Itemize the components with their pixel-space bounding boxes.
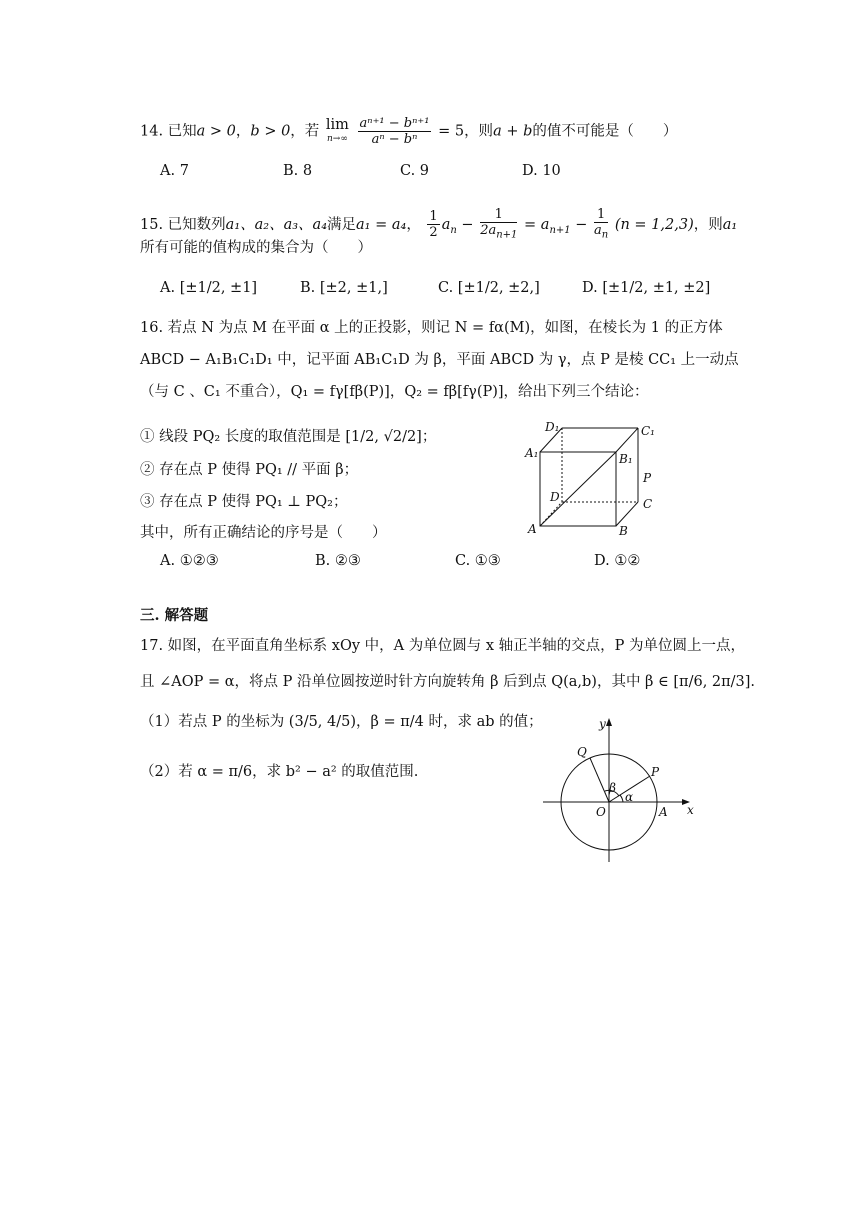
q14-option-b: B. 8 [283, 163, 313, 179]
q15-a1: a₁ [722, 216, 738, 233]
q17-part1: （1）若点 P 的坐标为 (3/5, 4/5)，β = π/4 时，求 ab 的值； [140, 714, 543, 730]
q16-option-b: B. ②③ [315, 553, 361, 569]
label-x: x [687, 803, 694, 817]
q16-ask: 其中，所有正确结论的序号是（ ） [140, 525, 387, 541]
q15-option-b: B. [±2, ±1,] [300, 280, 388, 296]
angle-alpha-arc [620, 795, 623, 802]
q15-cond: a₁ = a₄ [356, 216, 407, 233]
label-d: D [550, 490, 560, 504]
label-p: P [643, 471, 652, 485]
cube-edge-b1c1 [616, 428, 638, 452]
q15-text-c: ，则 [693, 216, 723, 233]
q15-frac-term2: $\frac{1}{a_n}$ [594, 207, 609, 241]
q15-option-a: A. [±1/2, ±1] [160, 280, 258, 296]
q17-line1 [140, 636, 745, 656]
q14-cond1: a > 0 [196, 123, 236, 140]
q15-frac-term: $\frac{1}{2a_{n+1}}$ [480, 207, 518, 241]
q14-option-a: A. 7 [160, 163, 189, 179]
q14-expr: a + b [493, 123, 533, 140]
q14-text-a: 已知 [167, 123, 197, 140]
q14-lim-word: lim [325, 116, 349, 133]
q16-conclusion-3: ③ 存在点 P 使得 PQ₁ ⊥ PQ₂； [140, 494, 348, 510]
q16-conclusion-1: ① 线段 PQ₂ 长度的取值范围是 [1/2, √2/2]； [140, 429, 437, 445]
unit-circle-figure [535, 712, 700, 872]
label-y: y [599, 717, 606, 731]
q14-text-d: 的值不可能是（ ） [532, 123, 678, 140]
q14-option-d: D. 10 [522, 163, 561, 179]
label-a-circle: A [659, 805, 668, 819]
q16-option-d: D. ①② [594, 553, 641, 569]
q15-frac-half: $\frac{1}{2}$ [429, 209, 438, 241]
q15-option-c: C. [±1/2, ±2,] [438, 280, 540, 296]
q15-text-b: 满足 [327, 216, 357, 233]
q17-number: 17. [140, 638, 164, 654]
label-b: B [619, 524, 628, 538]
q16-line1 [140, 318, 723, 338]
q15-option-d: D. [±1/2, ±1, ±2] [582, 280, 711, 296]
q14-stem: 14. 已知a > 0，b > 0，若 lim n→∞ $\frac{\text{aⁿ⁺¹ − bⁿ⁺¹}}{\text{aⁿ − bⁿ}}$ = 5，则a + b的值不可能是（ ） [140, 116, 678, 147]
q16-option-c: C. ①③ [455, 553, 501, 569]
label-q: Q [577, 745, 587, 759]
cube-diagonal-ab1 [540, 452, 616, 526]
q14-fraction [358, 116, 432, 147]
q15-stem: 15. 已知数列a₁、a₂、a₃、a₄满足a₁ = a₄， $\frac{1}{2}$ $a_n$ − $\frac{1}{2a_{n+1}}$ = $a_{n+1}$ − $\frac{1}{a_n}$ (n = 1,2,3)，则a₁ [140, 207, 738, 241]
cube-figure [520, 415, 670, 540]
q16-line3: （与 C 、C₁ 不重合），Q₁ = fγ[fβ(P)]，Q₂ = fβ[fγ(P)]，给出下列三个结论： [140, 384, 649, 400]
q14-option-c: C. 9 [400, 163, 430, 179]
label-a1: A₁ [525, 446, 539, 460]
label-d1: D₁ [545, 420, 560, 434]
y-axis-arrow [606, 718, 612, 726]
label-c: C [643, 497, 653, 511]
cube-edge-bc [616, 502, 638, 526]
q17-line2: 且 ∠AOP = α，将点 P 沿单位圆按逆时针方向旋转角 β 后到点 Q(a,b)，其中 β ∈ [π/6, 2π/3]. [140, 674, 756, 690]
label-alpha: α [625, 790, 634, 804]
label-o: O [596, 805, 606, 819]
q14-number: 14. [140, 123, 164, 140]
q17-part2: （2）若 α = π/6，求 b² − a² 的取值范围. [140, 764, 419, 780]
q15-text-a: 已知数列 [167, 216, 226, 233]
q15-seq: a₁、a₂、a₃、a₄ [225, 216, 328, 233]
q15-number: 15. [140, 216, 164, 233]
q16-line1-text: 若点 N 为点 M 在平面 α 上的正投影，则记 N = fα(M)，如图，在棱长为 1 的正方体 [167, 320, 723, 336]
q14-limit [326, 118, 349, 146]
q16-option-a: A. ①②③ [160, 553, 219, 569]
radius-oq [590, 758, 609, 802]
q14-text-b: ，若 [290, 123, 320, 140]
label-p-circle: P [651, 765, 660, 779]
label-beta: β [609, 781, 616, 795]
q16-conclusion-2: ② 存在点 P 使得 PQ₁ // 平面 β； [140, 462, 359, 478]
q14-equals: = 5 [438, 123, 465, 140]
q16-number: 16. [140, 320, 164, 336]
section-title: 三. 解答题 [140, 607, 209, 624]
q16-line2: ABCD − A₁B₁C₁D₁ 中，记平面 AB₁C₁D 为 β，平面 ABCD 为 γ，点 P 是棱 CC₁ 上一动点 [140, 352, 739, 368]
q15-rel: (n = 1,2,3) [614, 216, 694, 233]
q17-line1-text: 如图，在平面直角坐标系 xOy 中，A 为单位圆与 x 轴正半轴的交点，P 为单位圆上一点， [167, 638, 745, 654]
label-b1: B₁ [619, 452, 633, 466]
label-c1: C₁ [641, 424, 655, 438]
q14-denominator: aⁿ − bⁿ [371, 132, 418, 147]
q15-line2: 所有可能的值构成的集合为（ ） [140, 240, 372, 256]
q14-cond2: b > 0 [250, 123, 291, 140]
q14-text-c: ，则 [464, 123, 494, 140]
q14-numerator: aⁿ⁺¹ − bⁿ⁺¹ [359, 116, 430, 131]
label-a: A [528, 522, 537, 536]
q14-lim-under: n→∞ [327, 133, 348, 144]
